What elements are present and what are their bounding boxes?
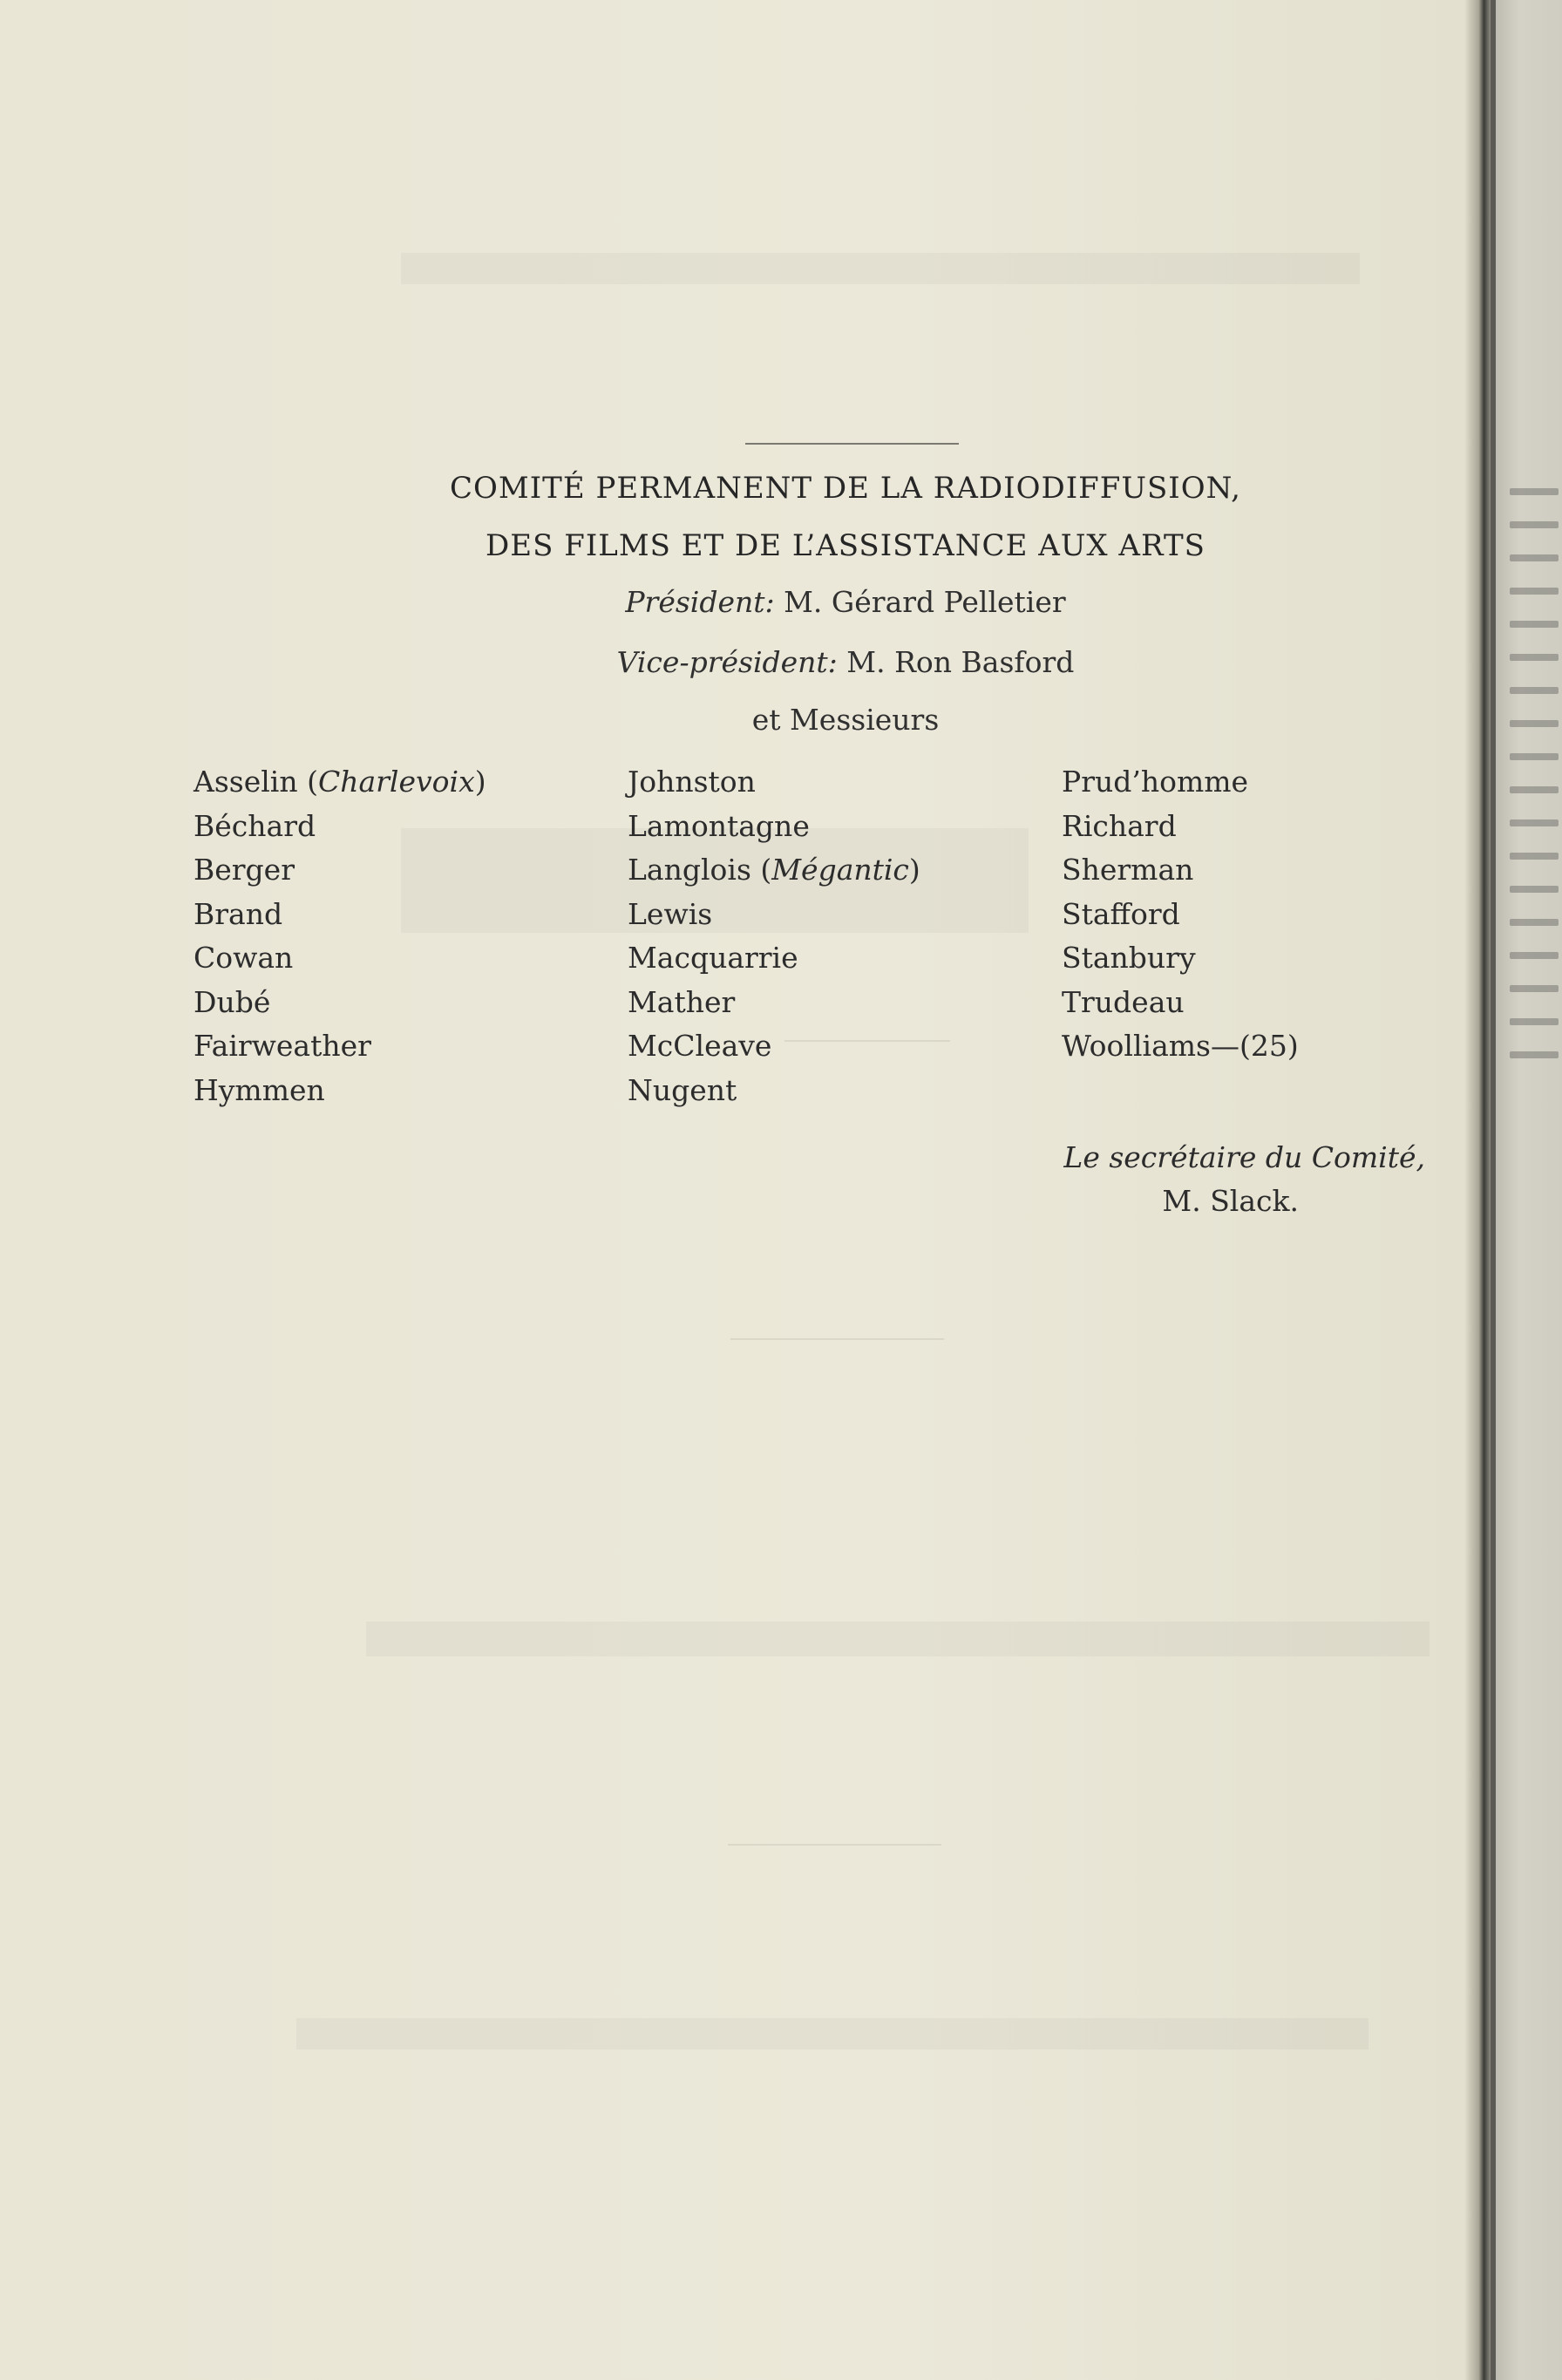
- secretary-title: Le secrétaire du Comité,: [1063, 1140, 1425, 1174]
- member-name: Woolliams—(25): [1062, 1029, 1299, 1063]
- members-intro: et Messieurs: [751, 703, 940, 737]
- member-name: Dubé: [194, 984, 271, 1019]
- member-name: Fairweather: [194, 1029, 371, 1063]
- vice-president-name: M. Ron Basford: [846, 645, 1075, 679]
- member-name: Lewis: [628, 896, 713, 931]
- member-name: Asselin (Charlevoix): [194, 765, 486, 799]
- member-name: Berger: [194, 853, 295, 887]
- binding-shadow: [1464, 0, 1491, 2380]
- member-name: Langlois (Mégantic): [628, 853, 920, 887]
- top-rule: [745, 443, 959, 445]
- member-name: Cowan: [194, 941, 294, 975]
- member-riding: Mégantic: [771, 853, 909, 887]
- member-name: Johnston: [628, 765, 756, 799]
- member-name: Stafford: [1062, 896, 1180, 931]
- members-column-3: [1062, 760, 1299, 1069]
- president-name: M. Gérard Pelletier: [784, 585, 1066, 619]
- member-name: Lamontagne: [628, 808, 810, 843]
- member-name: Hymmen: [194, 1072, 325, 1107]
- vice-president-line: [349, 645, 1342, 679]
- member-name: Mather: [628, 984, 736, 1019]
- member-name: Richard: [1062, 808, 1177, 843]
- member-name: Sherman: [1062, 853, 1194, 887]
- member-riding: Charlevoix: [317, 765, 475, 799]
- president-line: [349, 585, 1342, 619]
- member-name: McCleave: [628, 1029, 772, 1063]
- committee-title-line-1: COMITÉ PERMANENT DE LA RADIODIFFUSION,: [450, 471, 1241, 506]
- adjacent-page-edge: [1491, 0, 1562, 2380]
- member-name: Nugent: [628, 1072, 737, 1107]
- member-name: Brand: [194, 896, 283, 931]
- member-name: Stanbury: [1062, 941, 1196, 975]
- member-name: Macquarrie: [628, 941, 798, 975]
- president-role: Président:: [625, 585, 775, 619]
- committee-title-line-2: DES FILMS ET DE L’ASSISTANCE AUX ARTS: [486, 528, 1205, 563]
- member-name: Trudeau: [1062, 984, 1185, 1019]
- member-name: Prud’homme: [1062, 765, 1249, 799]
- members-column-2: [628, 760, 920, 1112]
- member-name: Béchard: [194, 808, 316, 843]
- secretary-name: M. Slack.: [1162, 1184, 1299, 1218]
- members-column-1: [194, 760, 486, 1112]
- vice-president-role: Vice-président:: [616, 645, 838, 679]
